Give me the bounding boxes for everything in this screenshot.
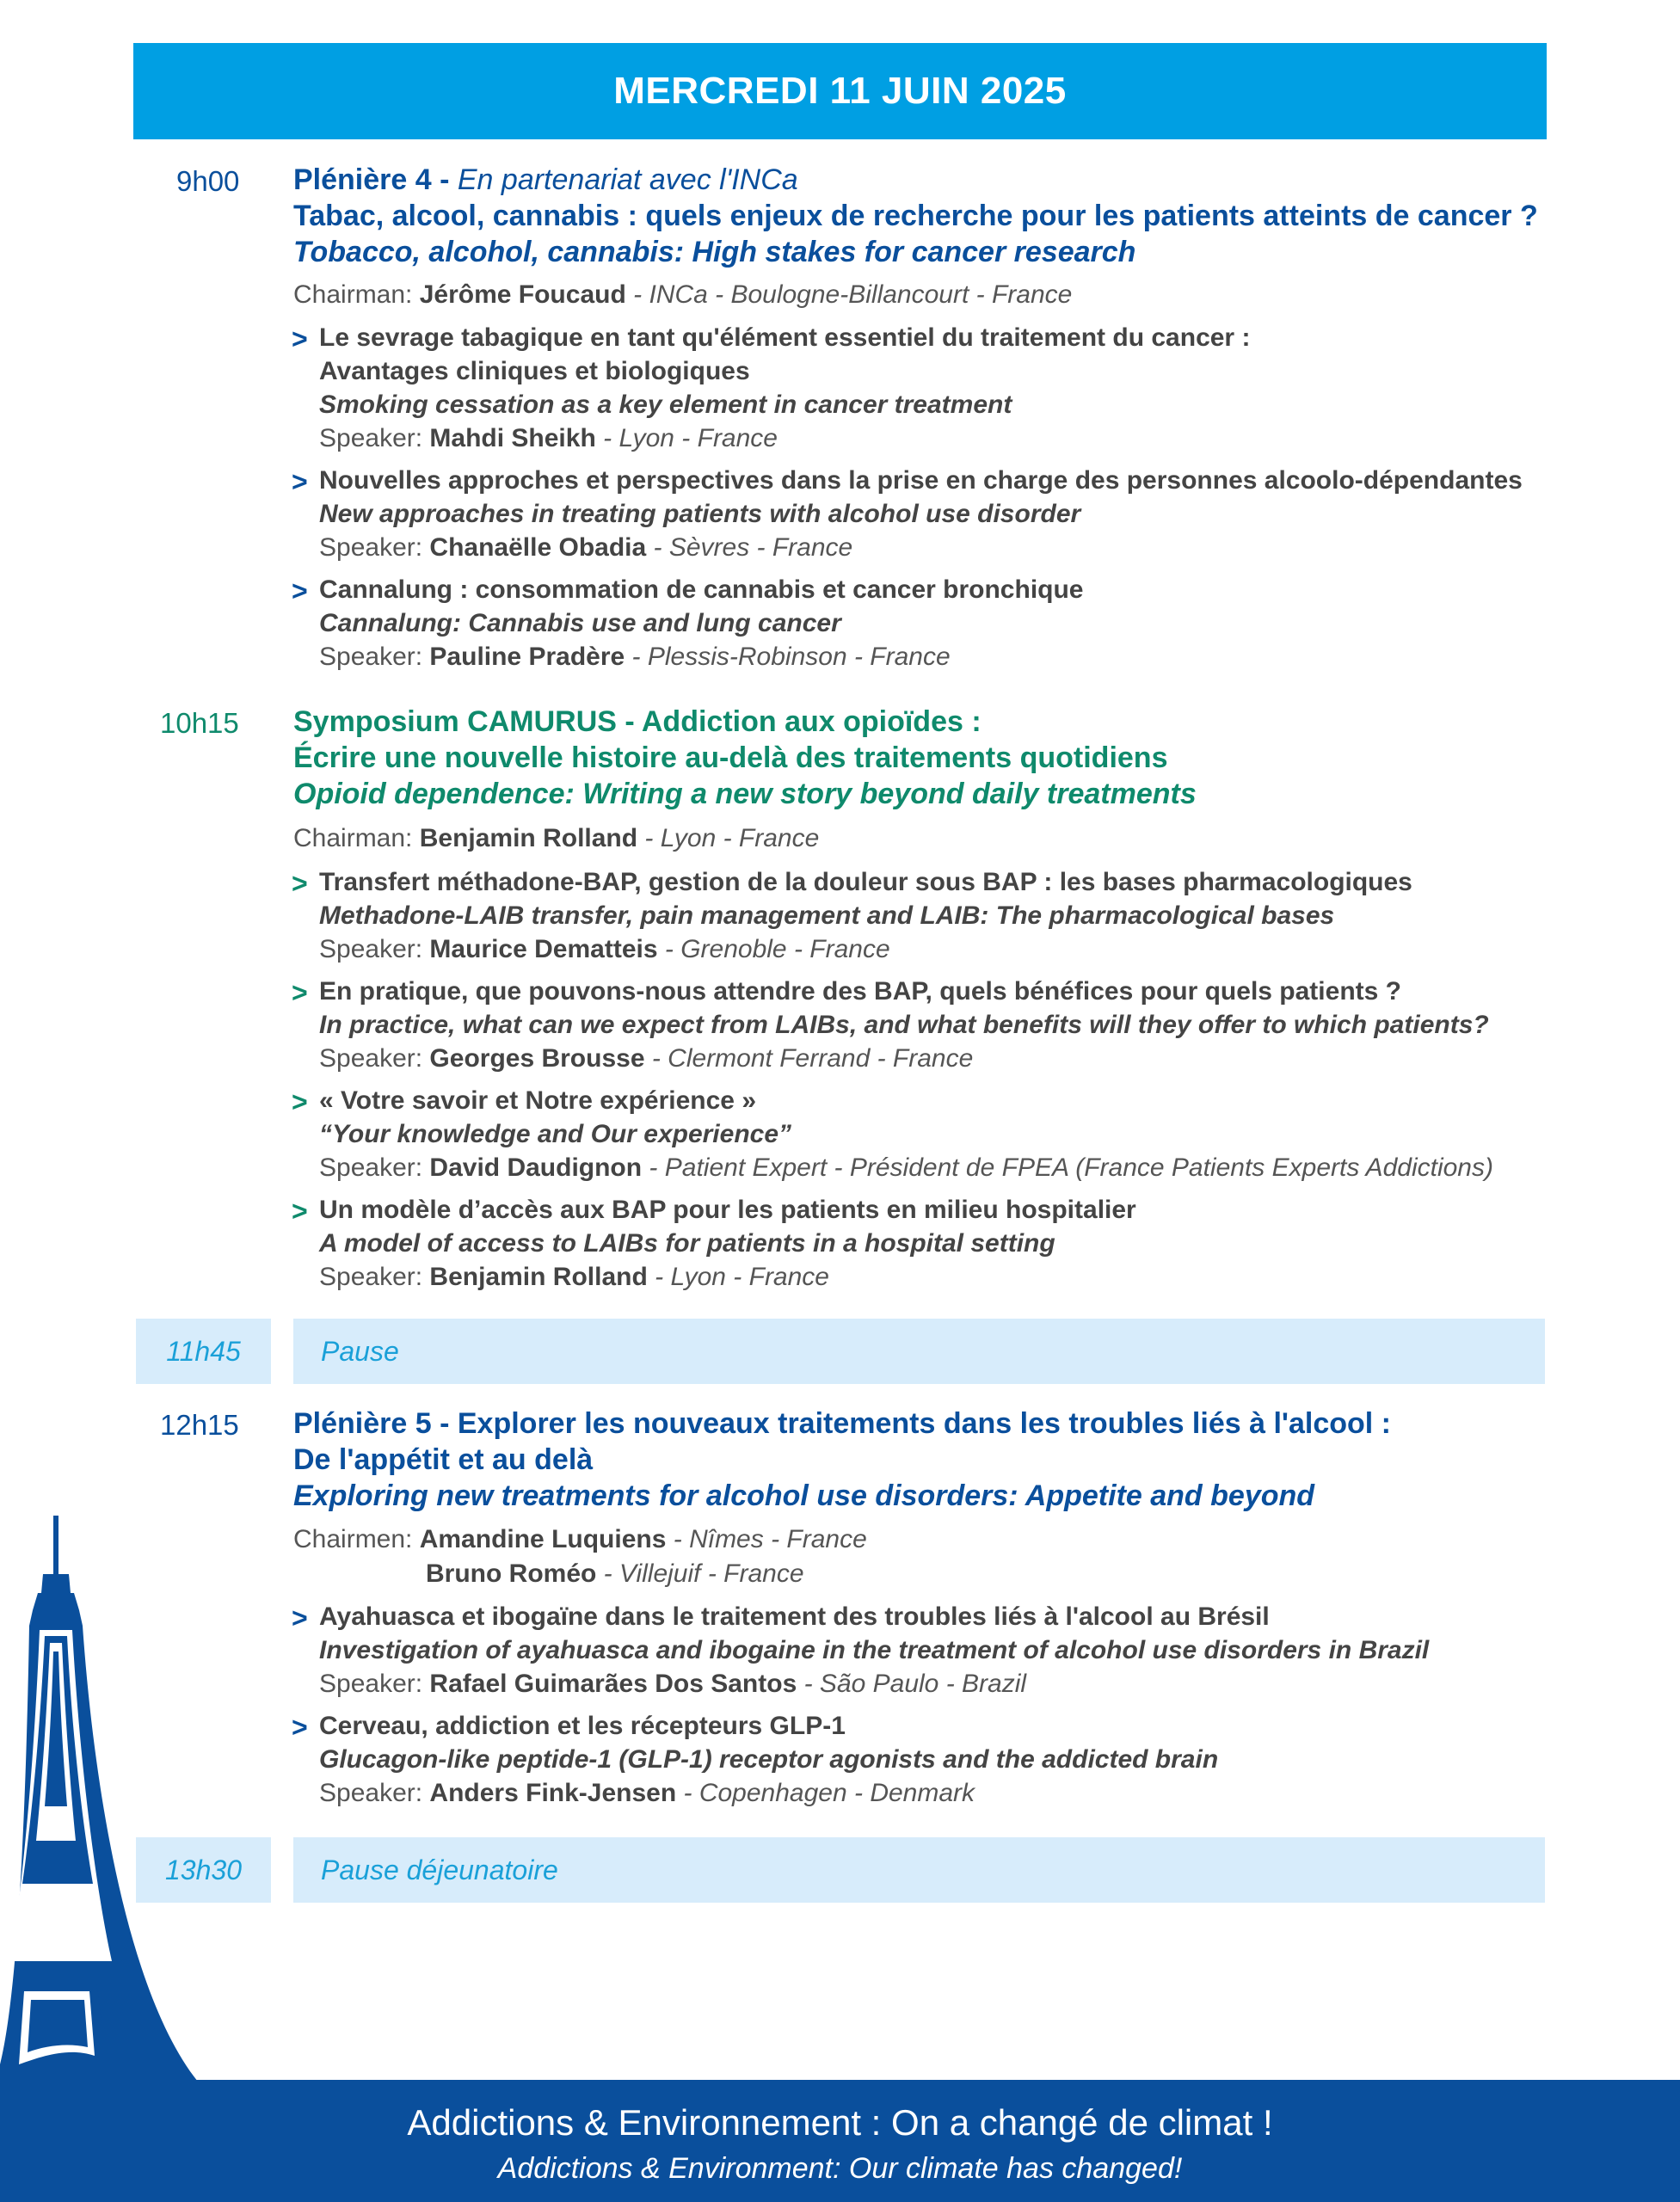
talk-item: > Nouvelles approches et perspectives dans la prise en charge des personnes alcoolo-dépendantes New approaches in treating patients with alcohol use disorder Speaker: Chanaëlle Obadia - Sèvres - France	[292, 466, 1523, 562]
chevron-right-icon: >	[292, 977, 308, 1008]
session-chair: Chairman: Jérôme Foucaud - INCa - Boulogne-Billancourt - France	[293, 280, 1073, 309]
talk-item: > Cannalung : consommation de cannabis et cancer bronchique Cannalung: Cannabis use and lung cancer Speaker: Pauline Pradère - Plessis-Robinson - France	[292, 575, 1084, 671]
chevron-right-icon: >	[292, 1602, 308, 1633]
chevron-right-icon: >	[292, 868, 308, 899]
session-time: 12h15	[160, 1409, 239, 1441]
pause-label: Pause	[293, 1319, 1545, 1384]
chevron-right-icon: >	[292, 575, 308, 606]
session-time: 9h00	[176, 165, 240, 197]
session-title-line: Plénière 4 - En partenariat avec l'INCa	[293, 163, 798, 196]
pause-time: 11h45	[136, 1319, 271, 1384]
chevron-right-icon: >	[292, 1086, 308, 1117]
talk-item: > « Votre savoir et Notre expérience » “Your knowledge and Our experience” Speaker: David Daudignon - Patient Expert - Président de FPEA (France Patients Experts Addictions)	[292, 1086, 1493, 1182]
session-title-fr: Tabac, alcool, cannabis : quels enjeux de recherche pour les patients atteints de cancer ?	[293, 200, 1538, 232]
session-title-en: Tobacco, alcohol, cannabis: High stakes for cancer research	[293, 236, 1136, 268]
session-title-fr: Symposium CAMURUS - Addiction aux opioïdes :	[293, 705, 982, 738]
talk-item: > Le sevrage tabagique en tant qu'élément essentiel du traitement du cancer : Avantages cliniques et biologiques Smoking cessation as a key element in cancer treatment Speaker: Mahdi Sheikh - Lyon - France	[292, 323, 1251, 452]
date-header	[133, 43, 1547, 139]
session-title-en: Opioid dependence: Writing a new story beyond daily treatments	[293, 778, 1197, 810]
footer-slogan-fr: Addictions & Environnement : On a changé de climat !	[407, 2102, 1273, 2143]
chevron-right-icon: >	[292, 1196, 308, 1227]
session-chair: Chairman: Benjamin Rolland - Lyon - France	[293, 824, 820, 852]
footer-banner	[0, 2080, 1680, 2202]
chevron-right-icon: >	[292, 1712, 308, 1743]
session-title-fr: Écrire une nouvelle histoire au-delà des traitements quotidiens	[293, 741, 1168, 774]
talk-item: > Cerveau, addiction et les récepteurs GLP-1 Glucagon-like peptide-1 (GLP-1) receptor agonists and the addicted brain Speaker: Anders Fink-Jensen - Copenhagen - Denmark	[292, 1712, 1219, 1807]
pause-time: 13h30	[136, 1837, 271, 1903]
session-chair: Chairmen: Amandine Luquiens - Nîmes - France	[293, 1525, 867, 1553]
talk-item: > Un modèle d’accès aux BAP pour les patients en milieu hospitalier A model of access to LAIBs for patients in a hospital setting Speaker: Benjamin Rolland - Lyon - France	[292, 1196, 1136, 1291]
session-title-fr: De l'appétit et au delà	[293, 1443, 594, 1476]
session-chair: Bruno Roméo - Villejuif - France	[426, 1559, 804, 1588]
footer-slogan-en: Addictions & Environment: Our climate has changed!	[497, 2152, 1183, 2185]
session-title-en: Exploring new treatments for alcohol use disorders: Appetite and beyond	[293, 1479, 1315, 1512]
date-title: MERCREDI 11 JUIN 2025	[613, 70, 1067, 112]
session-time: 10h15	[160, 707, 239, 739]
chevron-right-icon: >	[292, 323, 308, 354]
chevron-right-icon: >	[292, 466, 308, 497]
talk-item: > Ayahuasca et ibogaïne dans le traitement des troubles liés à l'alcool au Brésil Investigation of ayahuasca and ibogaine in the treatment of alcohol use disorders in Brazil Speaker: Rafael Guimarães Dos Santos - São Paulo - Brazil	[292, 1602, 1430, 1698]
talk-item: > Transfert méthadone-BAP, gestion de la douleur sous BAP : les bases pharmacologiques Methadone-LAIB transfer, pain management and LAIB: The pharmacological bases Speaker: Maurice Dematteis - Grenoble - France	[292, 868, 1412, 963]
pause-label: Pause déjeunatoire	[293, 1837, 1545, 1903]
talk-item: > En pratique, que pouvons-nous attendre des BAP, quels bénéfices pour quels patients ? In practice, what can we expect from LAIBs, and what benefits will they offer to which patients? Speaker: Georges Brousse - Clermont Ferrand - France	[292, 977, 1489, 1073]
session-title-fr: Plénière 5 - Explorer les nouveaux traitements dans les troubles liés à l'alcool :	[293, 1407, 1391, 1440]
